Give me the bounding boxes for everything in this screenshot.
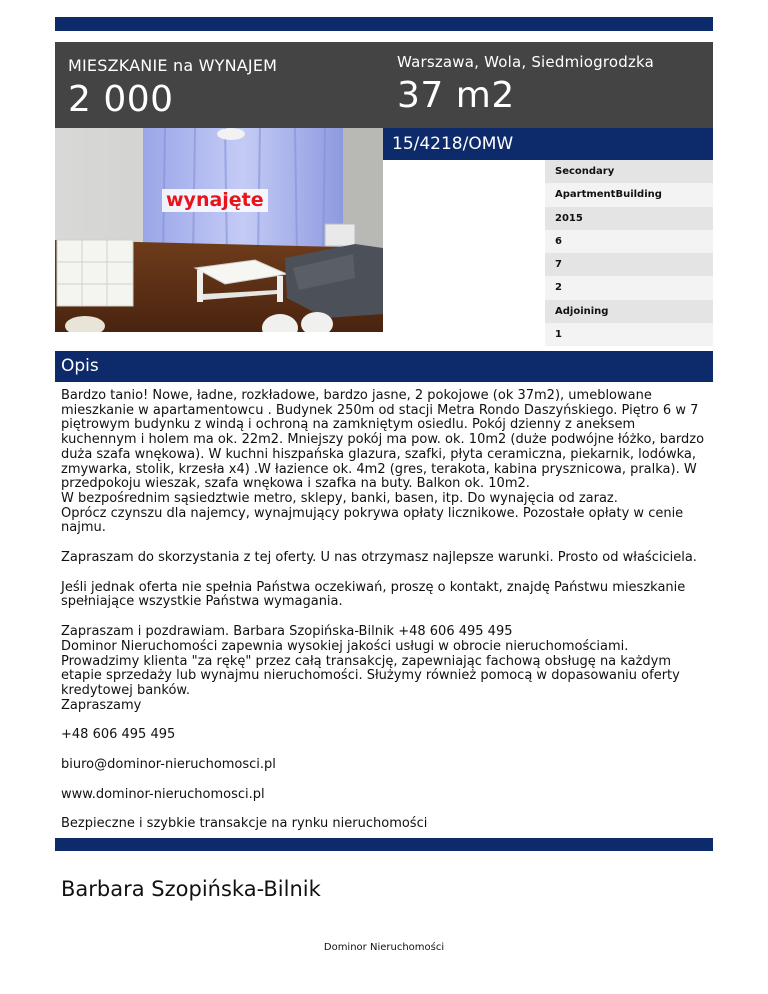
- detail-row: [383, 207, 713, 230]
- description-paragraph: [61, 581, 711, 610]
- detail-value: 1: [545, 323, 713, 346]
- detail-value: ApartmentBuilding: [545, 183, 713, 206]
- text-line: duża szafa wnękowa). W kuchni hiszpańska glazura, szafki, płyta ceramiczna, piekarnik, lodówka,: [61, 446, 696, 462]
- details-table: [383, 160, 713, 346]
- slogan: Bezpieczne i szybkie transakcje na rynku nieruchomości: [61, 816, 428, 832]
- location: Warszawa, Wola, Siedmiogrodzka: [397, 53, 655, 71]
- header-left: [68, 56, 277, 120]
- text-line: mieszkanie w apartamentowcu . Budynek 250m od stacji Metra Rondo Daszyńskiego. Piętro 6 w 7: [61, 402, 699, 418]
- description-paragraph: [61, 389, 711, 536]
- description-paragraph: [61, 625, 711, 713]
- text-line: Dominor Nieruchomości zapewnia wysokiej jakości usługi w obrocie nieruchomościami.: [61, 638, 629, 654]
- price: 2 000: [68, 79, 174, 120]
- reference-bar: [383, 128, 713, 160]
- detail-row: [383, 323, 713, 346]
- text-line: W bezpośrednim sąsiedztwie metro, sklepy, banki, basen, itp. Do wynajęcia od zaraz.: [61, 490, 618, 506]
- text-line: kredytowej banków.: [61, 682, 191, 698]
- detail-row: [383, 183, 713, 206]
- bottom-accent-bar: [55, 838, 713, 851]
- text-line: Jeśli jednak oferta nie spełnia Państwa oczekiwań, proszę o kontakt, znajdę Państwu mieszkanie: [61, 579, 686, 595]
- text-line: spełniające wszystkie Państwa wymagania.: [61, 594, 343, 610]
- header-right: [397, 53, 654, 116]
- shelf-unit: [57, 240, 133, 306]
- top-accent-bar: [55, 17, 713, 31]
- text-line: zmywarka, stolik, krzesła x4) .W łazience ok. 4m2 (gres, terakota, kabina prysznicowa, pralka). W: [61, 461, 697, 477]
- detail-value: 2015: [545, 207, 713, 230]
- text-line: Zapraszamy: [61, 697, 142, 713]
- property-photo: [55, 128, 383, 332]
- detail-value: Secondary: [545, 160, 713, 183]
- detail-value: Adjoining: [545, 300, 713, 323]
- area: 37 m2: [397, 75, 515, 116]
- reference-number: 15/4218/OMW: [392, 134, 514, 154]
- text-line: etapie sprzedaży lub wynajmu nieruchomości. Służymy również pomocą w dopasowaniu oferty: [61, 668, 680, 684]
- listing-header: [55, 42, 713, 128]
- text-line: piętrowym budynku z windą i ochroną na zamkniętym osiedlu. Pokój dzienny z aneksem: [61, 417, 636, 433]
- text-line: Prowadzimy klienta "za rękę" przez całą transakcję, zapewniając fachową obsługę na każdym: [61, 653, 671, 669]
- rented-stamp: wynajęte: [162, 189, 268, 212]
- description-header: [55, 351, 713, 382]
- contact-email: biuro@dominor-nieruchomosci.pl: [61, 757, 276, 773]
- detail-row: [383, 253, 713, 276]
- detail-row: [383, 276, 713, 299]
- text-line: Bardzo tanio! Nowe, ładne, rozkładowe, bardzo jasne, 2 pokojowe (ok 37m2), umeblowane: [61, 388, 652, 403]
- text-line: Zapraszam i pozdrawiam. Barbara Szopińska-Bilnik +48 606 495 495: [61, 624, 513, 640]
- footer-company: Dominor Nieruchomości: [323, 942, 445, 953]
- offer-type: MIESZKANIE na WYNAJEM: [68, 56, 278, 75]
- text-line: Oprócz czynszu dla najemcy, wynajmujący pokrywa opłaty licznikowe. Pozostałe opłaty w cenie: [61, 505, 684, 521]
- contact-phone: +48 606 495 495: [61, 727, 176, 743]
- text-line: najmu.: [61, 520, 106, 536]
- contact-website: www.dominor-nieruchomosci.pl: [61, 786, 265, 802]
- detail-row: [383, 160, 713, 183]
- detail-value: 7: [545, 253, 713, 276]
- description-paragraph: Zapraszam do skorzystania z tej oferty. U nas otrzymasz najlepsze warunki. Prosto od właściciela.: [61, 550, 697, 566]
- detail-value: 2: [545, 276, 713, 299]
- description-body: [61, 389, 711, 847]
- detail-value: 6: [545, 230, 713, 253]
- description-title: Opis: [61, 356, 99, 376]
- text-line: przedpokoju wieszak, szafa wnękowa i szafka na buty. Balkon ok. 10m2.: [61, 476, 530, 492]
- detail-row: [383, 230, 713, 253]
- detail-row: [383, 300, 713, 323]
- agent-name: Barbara Szopińska-Bilnik: [61, 877, 321, 901]
- text-line: kuchennym i holem ma ok. 22m2. Mniejszy pokój ma pow. ok. 10m2 (duże podwójne łóżko, bardzo: [61, 432, 705, 448]
